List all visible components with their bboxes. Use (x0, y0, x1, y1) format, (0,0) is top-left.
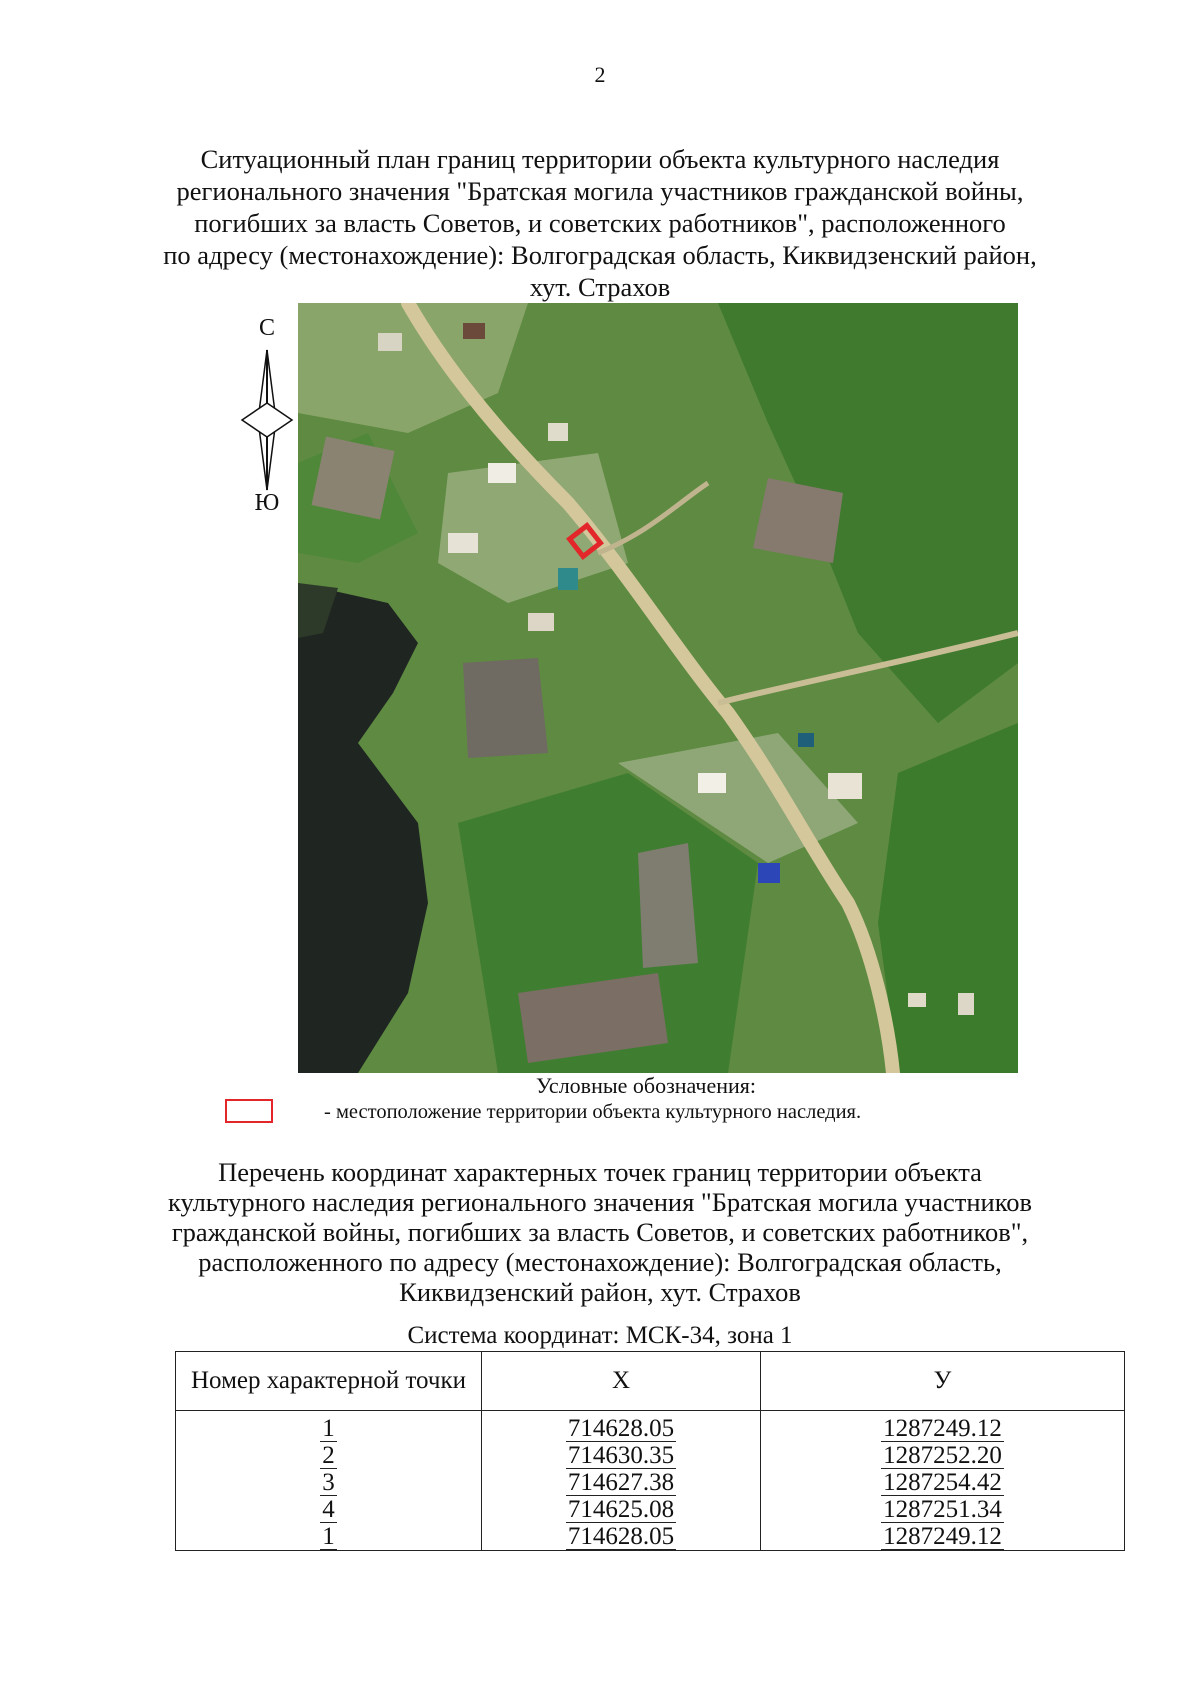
y-cell: 1287249.12 (883, 1415, 1002, 1442)
table-row (176, 1523, 1125, 1551)
x-cell: 714627.38 (567, 1469, 675, 1496)
table-row (176, 1411, 1125, 1443)
list-title-line: культурного наследия регионального значения "Братская могила участников (168, 1187, 1032, 1217)
x-cell: 714625.08 (567, 1496, 675, 1523)
header-point-number: Номер характерной точки (176, 1352, 482, 1411)
table-row (176, 1442, 1125, 1469)
table-header-row (176, 1352, 1125, 1411)
point-number-cell: 1 (322, 1415, 335, 1442)
title-line: хут. Страхов (529, 272, 671, 302)
page-title (150, 143, 1050, 303)
y-cell: 1287251.34 (883, 1496, 1002, 1523)
compass-arrow-icon (232, 345, 302, 495)
point-number-cell: 3 (322, 1469, 335, 1496)
satellite-map (298, 303, 1018, 1073)
y-cell: 1287252.20 (883, 1442, 1002, 1469)
x-cell: 714628.05 (567, 1523, 675, 1550)
list-title-line: расположенного по адресу (местонахождение): Волгоградская область, (198, 1247, 1002, 1277)
list-title-line: Перечень координат характерных точек границ территории объекта (218, 1157, 982, 1187)
legend-title: Условные обозначения: (536, 1073, 757, 1098)
point-number-cell: 2 (322, 1442, 335, 1469)
title-line: по адресу (местонахождение): Волгоградская область, Киквидзенский район, (163, 240, 1037, 270)
compass-north-label: С (258, 315, 275, 341)
satellite-image (298, 303, 1018, 1073)
coordinates-table (175, 1351, 1125, 1551)
legend-red-box-icon (225, 1099, 273, 1123)
title-line: регионального значения "Братская могила участников гражданской войны, (176, 176, 1024, 206)
list-title-line: гражданской войны, погибших за власть Советов, и советских работников", (171, 1217, 1029, 1247)
table-row (176, 1469, 1125, 1496)
title-line: Ситуационный план границ территории объекта культурного наследия (200, 144, 1000, 174)
point-number-cell: 4 (322, 1496, 335, 1523)
title-line: погибших за власть Советов, и советских работников", расположенного (194, 208, 1006, 238)
coordinates-list-title (150, 1157, 1050, 1307)
point-number-cell: 1 (322, 1523, 335, 1550)
coordinate-system-caption: Система координат: МСК-34, зона 1 (407, 1322, 793, 1349)
page-number: 2 (594, 62, 606, 87)
y-cell: 1287254.42 (883, 1469, 1002, 1496)
legend-item-label: - местоположение территории объекта культурного наследия. (324, 1101, 862, 1123)
compass-south-label: Ю (254, 490, 280, 516)
north-arrow (232, 315, 302, 525)
x-cell: 714630.35 (567, 1442, 675, 1469)
y-cell: 1287249.12 (883, 1523, 1002, 1550)
list-title-line: Киквидзенский район, хут. Страхов (399, 1277, 801, 1307)
header-x: X (482, 1352, 761, 1411)
x-cell: 714628.05 (567, 1415, 675, 1442)
header-y: У (761, 1352, 1125, 1411)
table-row (176, 1496, 1125, 1523)
